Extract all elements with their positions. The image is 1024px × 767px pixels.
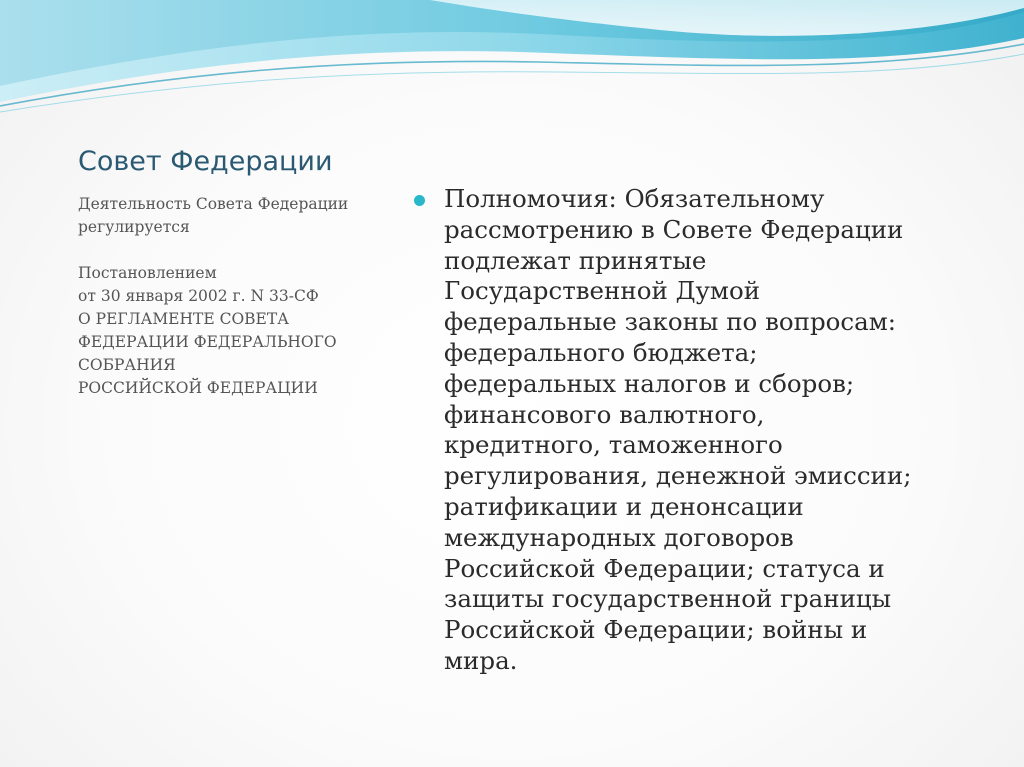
powers-line: рассмотрению в Совете Федерации [444, 214, 904, 244]
powers-line: международных договоров [444, 522, 794, 552]
caption-line: СОБРАНИЯ [78, 356, 176, 374]
caption-line: Постановлением [78, 264, 217, 282]
caption-line: Деятельность Совета Федерации [78, 195, 349, 213]
caption-paragraph-1 [78, 193, 398, 239]
powers-line: подлежат принятые [444, 245, 707, 275]
caption-paragraph-2 [78, 262, 398, 400]
wave-header-decoration [0, 0, 1024, 130]
caption-spacer [78, 239, 398, 262]
powers-line: кредитного, таможенного [444, 430, 783, 460]
powers-line: защиты государственной границы [444, 584, 892, 614]
caption-line: ФЕДЕРАЦИИ ФЕДЕРАЛЬНОГО [78, 333, 337, 351]
powers-line: ратификации и денонсации [444, 491, 804, 521]
slide-title: Совет Федерации [78, 146, 333, 177]
caption-line: от 30 января 2002 г. N 33-СФ [78, 287, 319, 305]
bullet-dot-icon [414, 195, 425, 206]
powers-line: регулирования, денежной эмиссии; [444, 461, 912, 491]
caption-line: О РЕГЛАМЕНТЕ СОВЕТА [78, 310, 289, 328]
caption-line: РОССИЙСКОЙ ФЕДЕРАЦИИ [78, 379, 318, 397]
caption-line: регулируется [78, 218, 190, 236]
powers-text [444, 184, 994, 677]
powers-line: федеральных налогов и сборов; [444, 368, 855, 398]
regulation-caption [78, 193, 398, 400]
powers-line: мира. [444, 645, 518, 675]
powers-line: Российской Федерации; статуса и [444, 553, 885, 583]
powers-line: федеральные законы по вопросам: [444, 307, 897, 337]
powers-line: Государственной Думой [444, 276, 761, 306]
powers-line: федерального бюджета; [444, 337, 758, 367]
powers-line: финансового валютного, [444, 399, 765, 429]
powers-line: Полномочия: Обязательному [444, 184, 825, 213]
powers-line: Российской Федерации; войны и [444, 615, 868, 645]
